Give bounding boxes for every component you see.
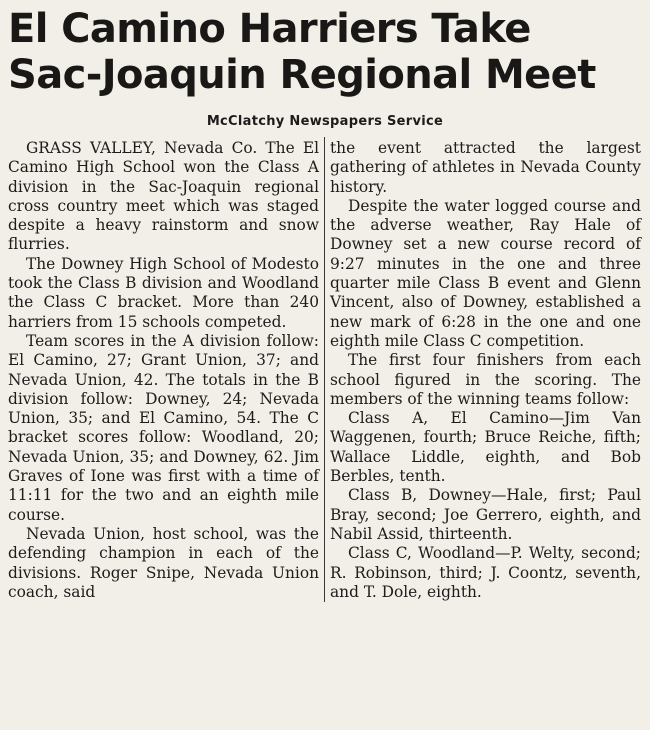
paragraph: Class C, Woodland—P. Welty, second; R. Robinson, third; J. Coontz, seventh, and T. Dole, eighth. — [330, 544, 641, 601]
article-body — [8, 139, 642, 602]
paragraph: Nevada Union, host school, was the defending champion in each of the divisions. Roger Snipe, Nevada Union coach, said — [8, 524, 319, 601]
paragraph: Class B, Downey—Hale, first; Paul Bray, second; Joe Gerrero, eighth, and Nabil Assid, thirteenth. — [330, 486, 641, 543]
left-column — [8, 139, 324, 602]
headline — [8, 6, 642, 98]
headline-line-2: Sac-Joaquin Regional Meet — [8, 52, 596, 98]
byline: McClatchy Newspapers Service — [206, 114, 444, 129]
headline-line-1: El Camino Harriers Take — [8, 6, 531, 52]
paragraph: Despite the water logged course and the adverse weather, Ray Hale of Downey set a new course record of 9:27 minutes in the one and three quarter mile Class B event and Glenn Vincent, also of Downey, established a new mark of 6:28 in the one and one eighth mile Class C competition. — [330, 196, 641, 350]
paragraph: GRASS VALLEY, Nevada Co. The El Camino High School won the Class A division in the Sac-Joaquin regional cross country meet which was staged despite a heavy rainstorm and snow flurries. — [8, 139, 319, 254]
paragraph: Team scores in the A division follow: El Camino, 27; Grant Union, 37; and Nevada Union, 42. The totals in the B division follow: Downey, 24; Nevada Union, 35; and El Camino, 54. The C bracket scores follow: Woodland, 20; Nevada Union, 35; and Downey, 62. Jim Graves of Ione was first with a time of 11:11 for the two and an eighth mile course. — [8, 331, 319, 524]
paragraph-continuation: the event attracted the largest gathering of athletes in Nevada County history. — [330, 139, 641, 196]
right-column — [325, 139, 641, 602]
paragraph: Class A, El Camino—Jim Van Waggenen, fourth; Bruce Reiche, fifth; Wallace Liddle, eighth, and Bob Berbles, tenth. — [330, 409, 641, 486]
paragraph: The first four finishers from each school figured in the scoring. The members of the winning teams follow: — [330, 351, 641, 408]
paragraph: The Downey High School of Modesto took the Class B division and Woodland the Class C bracket. More than 240 harriers from 15 schools competed. — [8, 254, 319, 331]
